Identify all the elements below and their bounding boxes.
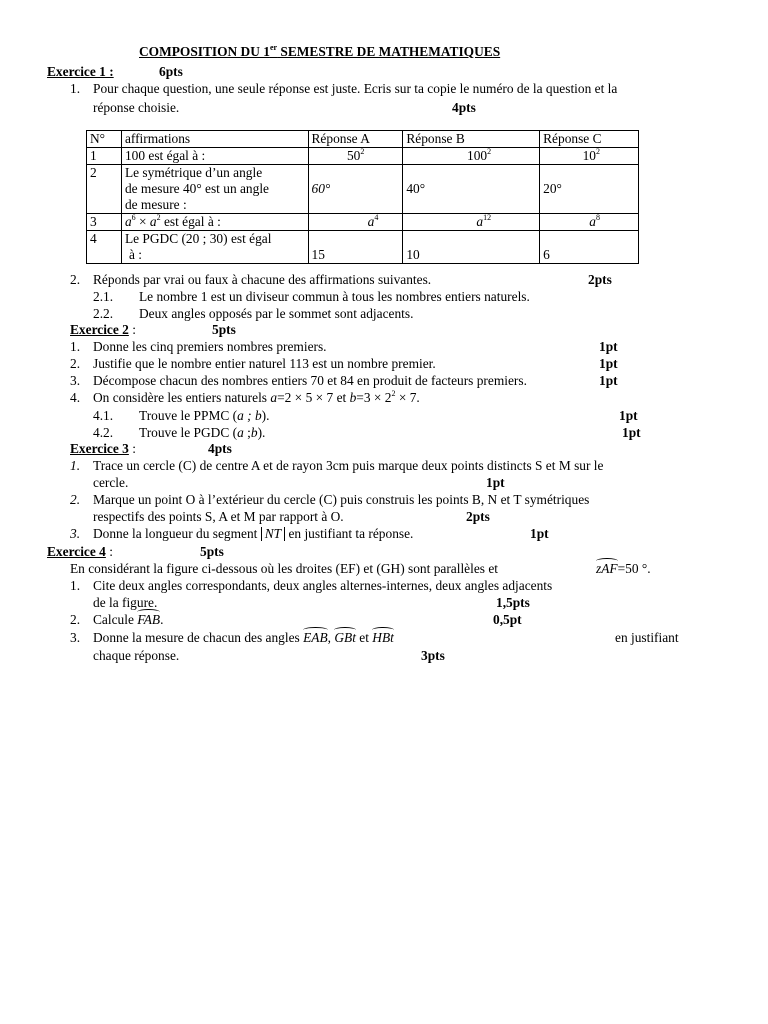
- ex2-q4-number: 4.: [70, 390, 81, 405]
- answer-a: 60°: [308, 165, 403, 214]
- answer-b: $a^{12}$: [403, 214, 540, 231]
- qcm-table: [86, 130, 639, 264]
- ex4-q3-text: Donne la mesure de chacun des angles EAB, GBt et HBt: [93, 630, 394, 645]
- segment-notation: NT: [261, 527, 285, 541]
- ex4-q3-text-cont: chaque réponse.: [93, 648, 180, 663]
- ex4-q1-text: Cite deux angles correspondants, deux angles alternes-internes, deux angles adjacents: [93, 578, 553, 593]
- ex2-q1-text: Donne les cinq premiers nombres premiers.: [93, 339, 327, 354]
- ex3-q1-number: 1.: [70, 458, 81, 473]
- ex3-q3-points: 1pt: [530, 526, 549, 541]
- ex1-q1-text: Pour chaque question, une seule réponse est juste. Ecris sur ta copie le numéro de la question et la: [93, 81, 618, 96]
- ex3-points: 4pts: [208, 441, 232, 456]
- answer-b: $100^2$: [403, 148, 540, 165]
- affirmation: 100 est égal à :: [121, 148, 308, 165]
- ex3-q1-points: 1pt: [486, 475, 505, 490]
- table-row: [87, 165, 639, 214]
- ex2-q3-points: 1pt: [599, 373, 618, 388]
- ex1-q22-text: Deux angles opposés par le sommet sont adjacents.: [139, 306, 414, 321]
- ex4-points: 5pts: [200, 544, 224, 559]
- ex3-q2-points: 2pts: [466, 509, 490, 524]
- ex3-q2-text-cont: respectifs des points S, A et M par rapport à O.: [93, 509, 344, 524]
- ex4-heading: Exercice 4 :: [47, 544, 113, 559]
- ex1-q1-number: 1.: [70, 81, 81, 96]
- ex4-q1-text-cont: de la figure.: [93, 595, 158, 610]
- table-header: N°: [87, 131, 122, 148]
- row-number: 2: [87, 165, 122, 214]
- ex3-q3-number: 3.: [70, 526, 81, 541]
- table-row: [87, 148, 639, 165]
- table-row: [87, 214, 639, 231]
- ex4-q2-number: 2.: [70, 612, 81, 627]
- ex4-q2-points: 0,5pt: [493, 612, 522, 627]
- ex2-q1-points: 1pt: [599, 339, 618, 354]
- ex4-q3-justify: en justifiant: [615, 630, 679, 645]
- answer-a: $a^4$: [308, 214, 403, 231]
- answer-a: 15: [308, 231, 403, 264]
- ex2-q42-points: 1pt: [622, 425, 641, 440]
- affirmation: $a^6 \times a^2$ est égal à :: [121, 214, 308, 231]
- table-header-row: [87, 131, 639, 148]
- ex4-angle-given: zAF=50 °.: [596, 561, 651, 576]
- ex3-q3-text: Donne la longueur du segment NT en justifiant ta réponse.: [93, 526, 414, 541]
- ex3-q1-text-cont: cercle.: [93, 475, 129, 490]
- ex2-q41-points: 1pt: [619, 408, 638, 423]
- ex2-points: 5pts: [212, 322, 236, 337]
- ex2-q42-number: 4.2.: [93, 425, 114, 440]
- answer-c: 20°: [540, 165, 639, 214]
- table-header: Réponse C: [540, 131, 639, 148]
- answer-c: $10^2$: [540, 148, 639, 165]
- ex2-q4-text: On considère les entiers naturels a=2 × 5 × 7 et $b=3 \times 2^2 \times 7$.: [93, 389, 420, 405]
- ex2-q41-number: 4.1.: [93, 408, 114, 423]
- ex2-q3-text: Décompose chacun des nombres entiers 70 et 84 en produit de facteurs premiers.: [93, 373, 527, 388]
- ex1-q1-text-cont: réponse choisie.: [93, 100, 180, 115]
- answer-c: 6: [540, 231, 639, 264]
- ex2-q42-text: Trouve le PGDC (a ;b).: [139, 425, 266, 440]
- table-header: affirmations: [121, 131, 308, 148]
- ex1-q1-points: 4pts: [452, 100, 476, 115]
- ex1-q2-number: 2.: [70, 272, 81, 287]
- ex2-q2-points: 1pt: [599, 356, 618, 371]
- answer-b: 40°: [403, 165, 540, 214]
- ex3-heading: Exercice 3 :: [70, 441, 136, 456]
- answer-c: $a^8$: [540, 214, 639, 231]
- ex1-q2-text: Réponds par vrai ou faux à chacune des affirmations suivantes.: [93, 272, 432, 287]
- affirmation: Le PGDC (20 ; 30) est égal à :: [121, 231, 308, 264]
- table-row: [87, 231, 639, 264]
- ex2-q2-text: Justifie que le nombre entier naturel 113 est un nombre premier.: [93, 356, 436, 371]
- table-header: Réponse B: [403, 131, 540, 148]
- ex4-q1-number: 1.: [70, 578, 81, 593]
- ex1-points: 6pts: [159, 64, 183, 79]
- row-number: 3: [87, 214, 122, 231]
- answer-a: $50^2$: [308, 148, 403, 165]
- ex3-q1-text: Trace un cercle (C) de centre A et de rayon 3cm puis marque deux points distincts S et M sur le: [93, 458, 604, 473]
- ex1-q2-points: 2pts: [588, 272, 612, 287]
- row-number: 1: [87, 148, 122, 165]
- ex4-q3-points: 3pts: [421, 648, 445, 663]
- ex4-q2-text: Calcule FAB.: [93, 612, 164, 627]
- ex4-q1-points: 1,5pts: [496, 595, 530, 610]
- ex3-q2-text: Marque un point O à l’extérieur du cercle (C) puis construis les points B, N et T symétriques: [93, 492, 590, 507]
- affirmation: Le symétrique d’un angle de mesure 40° est un angle de mesure :: [121, 165, 308, 214]
- page-title: COMPOSITION DU 1er SEMESTRE DE MATHEMATIQUES: [139, 43, 501, 59]
- ex4-intro: En considérant la figure ci-dessous où les droites (EF) et (GH) sont parallèles et: [70, 561, 499, 576]
- answer-b: 10: [403, 231, 540, 264]
- ex3-q2-number: 2.: [70, 492, 81, 507]
- ex2-q1-number: 1.: [70, 339, 81, 354]
- ex4-q3-number: 3.: [70, 630, 81, 645]
- ex2-q41-text: Trouve le PPMC (a ; b).: [139, 408, 270, 423]
- ex2-heading: Exercice 2 :: [70, 322, 136, 337]
- table-header: Réponse A: [308, 131, 403, 148]
- ex2-q3-number: 3.: [70, 373, 81, 388]
- ex1-q21-number: 2.1.: [93, 289, 114, 304]
- ex1-q22-number: 2.2.: [93, 306, 114, 321]
- ex1-heading: Exercice 1 :: [47, 64, 114, 79]
- ex2-q2-number: 2.: [70, 356, 81, 371]
- ex1-q21-text: Le nombre 1 est un diviseur commun à tous les nombres entiers naturels.: [139, 289, 530, 304]
- row-number: 4: [87, 231, 122, 264]
